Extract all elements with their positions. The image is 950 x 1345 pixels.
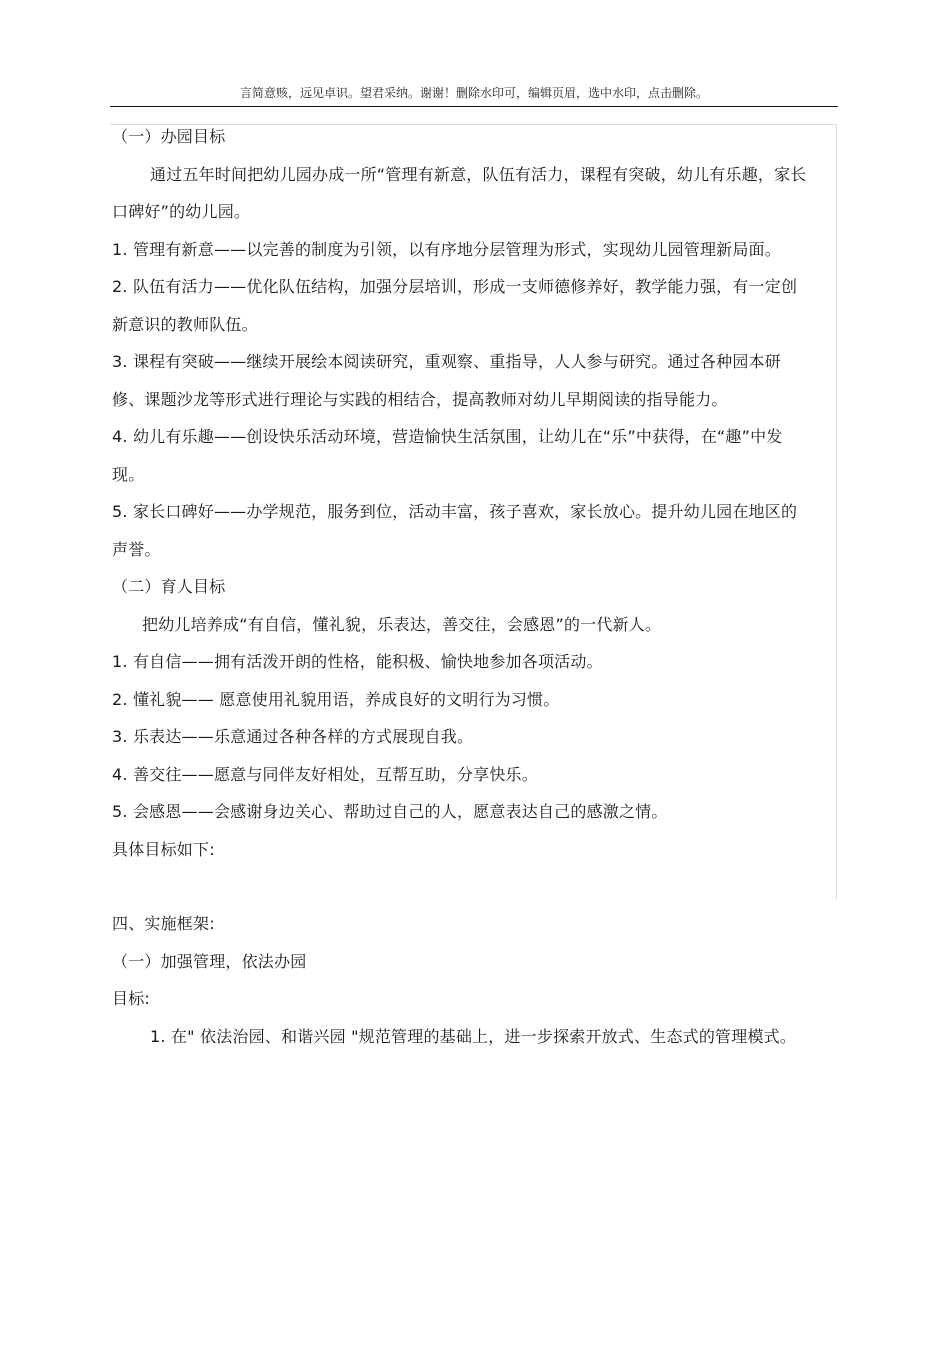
document-body <box>112 118 812 1055</box>
section2-item-5: 5. 会感恩——会感谢身边关心、帮助过自己的人，愿意表达自己的感激之情。 <box>112 802 668 821</box>
section2-item-4: 4. 善交往——愿意与同伴友好相处，互帮互助，分享快乐。 <box>112 764 538 784</box>
section2-intro: 把幼儿培养成“有自信，懂礼貌，乐表达，善交往，会感恩”的一代新人。 <box>142 614 662 634</box>
page-header-watermark: 言简意赅，远见卓识。望君采纳。谢谢！删除水印可，编辑页眉，选中水印，点击删除。 <box>239 86 708 100</box>
section1-item-3: 3. 课程有突破——继续开展绘本阅读研究，重观察、重指导，人人参与研究。通过各种园本研修、课题沙龙等形式进行理论与实践的相结合，提高教师对幼儿早期阅读的指导能力。 <box>112 352 781 409</box>
section1-intro: 通过五年时间把幼儿园办成一所“管理有新意，队伍有活力，课程有突破，幼儿有乐趣，家长口碑好”的幼儿园。 <box>112 164 807 221</box>
section1-item-4: 4. 幼儿有乐趣——创设快乐活动环境，营造愉快生活氛围，让幼儿在“乐”中获得，在“趣”中发现。 <box>112 427 783 484</box>
section4-sub-heading: （一）加强管理，依法办园 <box>112 951 307 971</box>
section2-item-1: 1. 有自信——拥有活泼开朗的性格，能积极、愉快地参加各项活动。 <box>112 652 603 671</box>
section2-item-2: 2. 懂礼貌—— 愿意使用礼貌用语，养成良好的文明行为习惯。 <box>112 689 560 709</box>
section4-heading: 四、实施框架: <box>112 914 215 933</box>
section2-heading: （二）育人目标 <box>112 577 226 596</box>
section4-item-1: 1. 在" 依法治园、和谐兴园 "规范管理的基础上，进一步探索开放式、生态式的管理模式。 <box>150 1026 797 1046</box>
spacer <box>112 868 812 905</box>
header-rule <box>110 106 838 107</box>
section1-heading: （一）办园目标 <box>112 127 226 146</box>
section1-item-2: 2. 队伍有活力——优化队伍结构，加强分层培训，形成一支师德修养好，教学能力强，有一定创新意识的教师队伍。 <box>112 277 798 334</box>
section1-item-1: 1. 管理有新意——以完善的制度为引领，以有序地分层管理为形式，实现幼儿园管理新局面。 <box>112 239 781 259</box>
section4-goal-label: 目标: <box>112 989 150 1008</box>
section1-item-5: 5. 家长口碑好——办学规范，服务到位，活动丰富，孩子喜欢，家长放心。提升幼儿园在地区的声誉。 <box>112 502 798 559</box>
specific-goals-label: 具体目标如下: <box>112 839 215 859</box>
section2-item-3: 3. 乐表达——乐意通过各种各样的方式展现自我。 <box>112 727 474 746</box>
